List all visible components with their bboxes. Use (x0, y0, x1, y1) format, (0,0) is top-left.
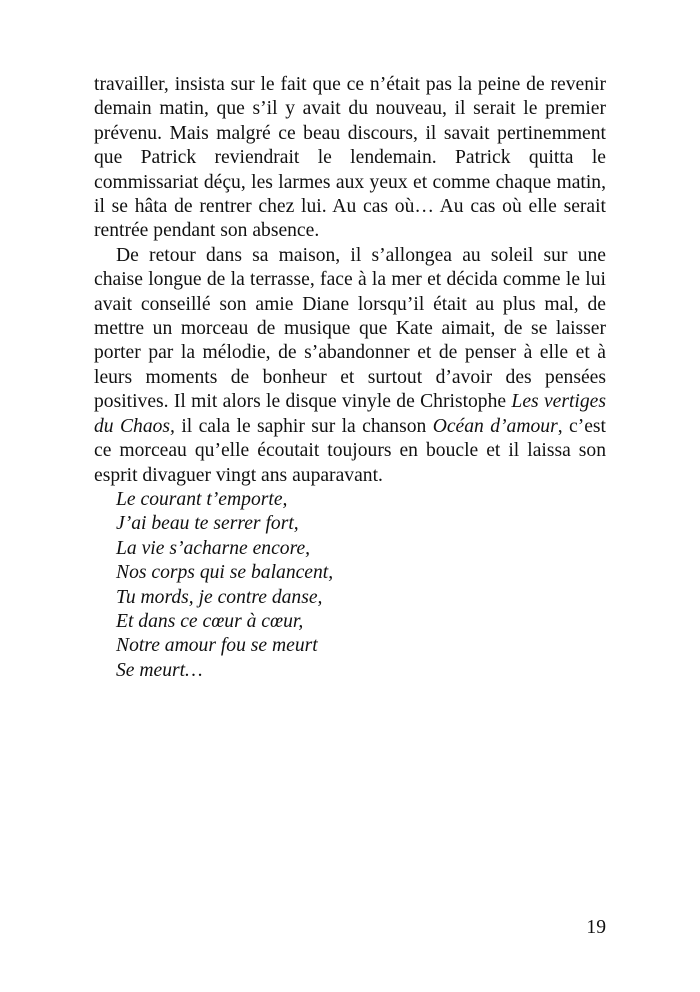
lyric-line: Nos corps qui se balancent, (116, 562, 334, 584)
paragraph-return-home (94, 244, 606, 488)
paragraph-text-part: De retour dans sa maison, il s’allongea au soleil sur une chaise longue de la terrasse, face à la mer et décida comme le lui avait conseillé son amie Diane lorsqu’il était au plus mal, de mettre un morceau de musique que Kate aimait, de se laisser porter par la mélodie, de s’abandonner et de penser à elle et à leurs moments de bonheur et surtout d’avoir des pensées positives. Il mit alors le disque vinyle de Christophe (94, 244, 606, 413)
lyric-line: J’ai beau te serrer fort, (116, 513, 299, 535)
lyric-line: Le courant t’emporte, (116, 488, 288, 510)
lyric-line: Et dans ce cœur à cœur, (116, 610, 304, 632)
album-title: Les vertiges du Chaos, (94, 391, 606, 437)
paragraph-text-part: il cala le saphir sur la chanson (174, 415, 433, 437)
paragraph-continuation: travailler, insista sur le fait que ce n’était pas la peine de revenir demain matin, que s’il y avait du nouveau, il serait le premier prévenu. Mais malgré ce beau discours, il savait pertinemment que Patrick reviendrait le lendemain. Patrick quitta le commissariat déçu, les larmes aux yeux et comme chaque matin, il se hâta de rentrer chez lui. Au cas où… Au cas où elle serait rentrée pendant son absence. (94, 74, 606, 242)
lyric-line: Notre amour fou se meurt (116, 635, 318, 657)
page-body (94, 73, 606, 683)
song-lyrics (94, 488, 606, 683)
song-title: Océan d’amour (432, 415, 558, 437)
page-number: 19 (586, 917, 606, 938)
lyric-line: Tu mords, je contre danse, (116, 586, 323, 608)
paragraph-text-part: , c’est ce morceau qu’elle écoutait toujours en boucle et il laissa son esprit divaguer vingt ans auparavant. (94, 415, 606, 486)
lyric-line: La vie s’acharne encore, (116, 537, 311, 559)
lyric-line: Se meurt… (116, 659, 203, 681)
